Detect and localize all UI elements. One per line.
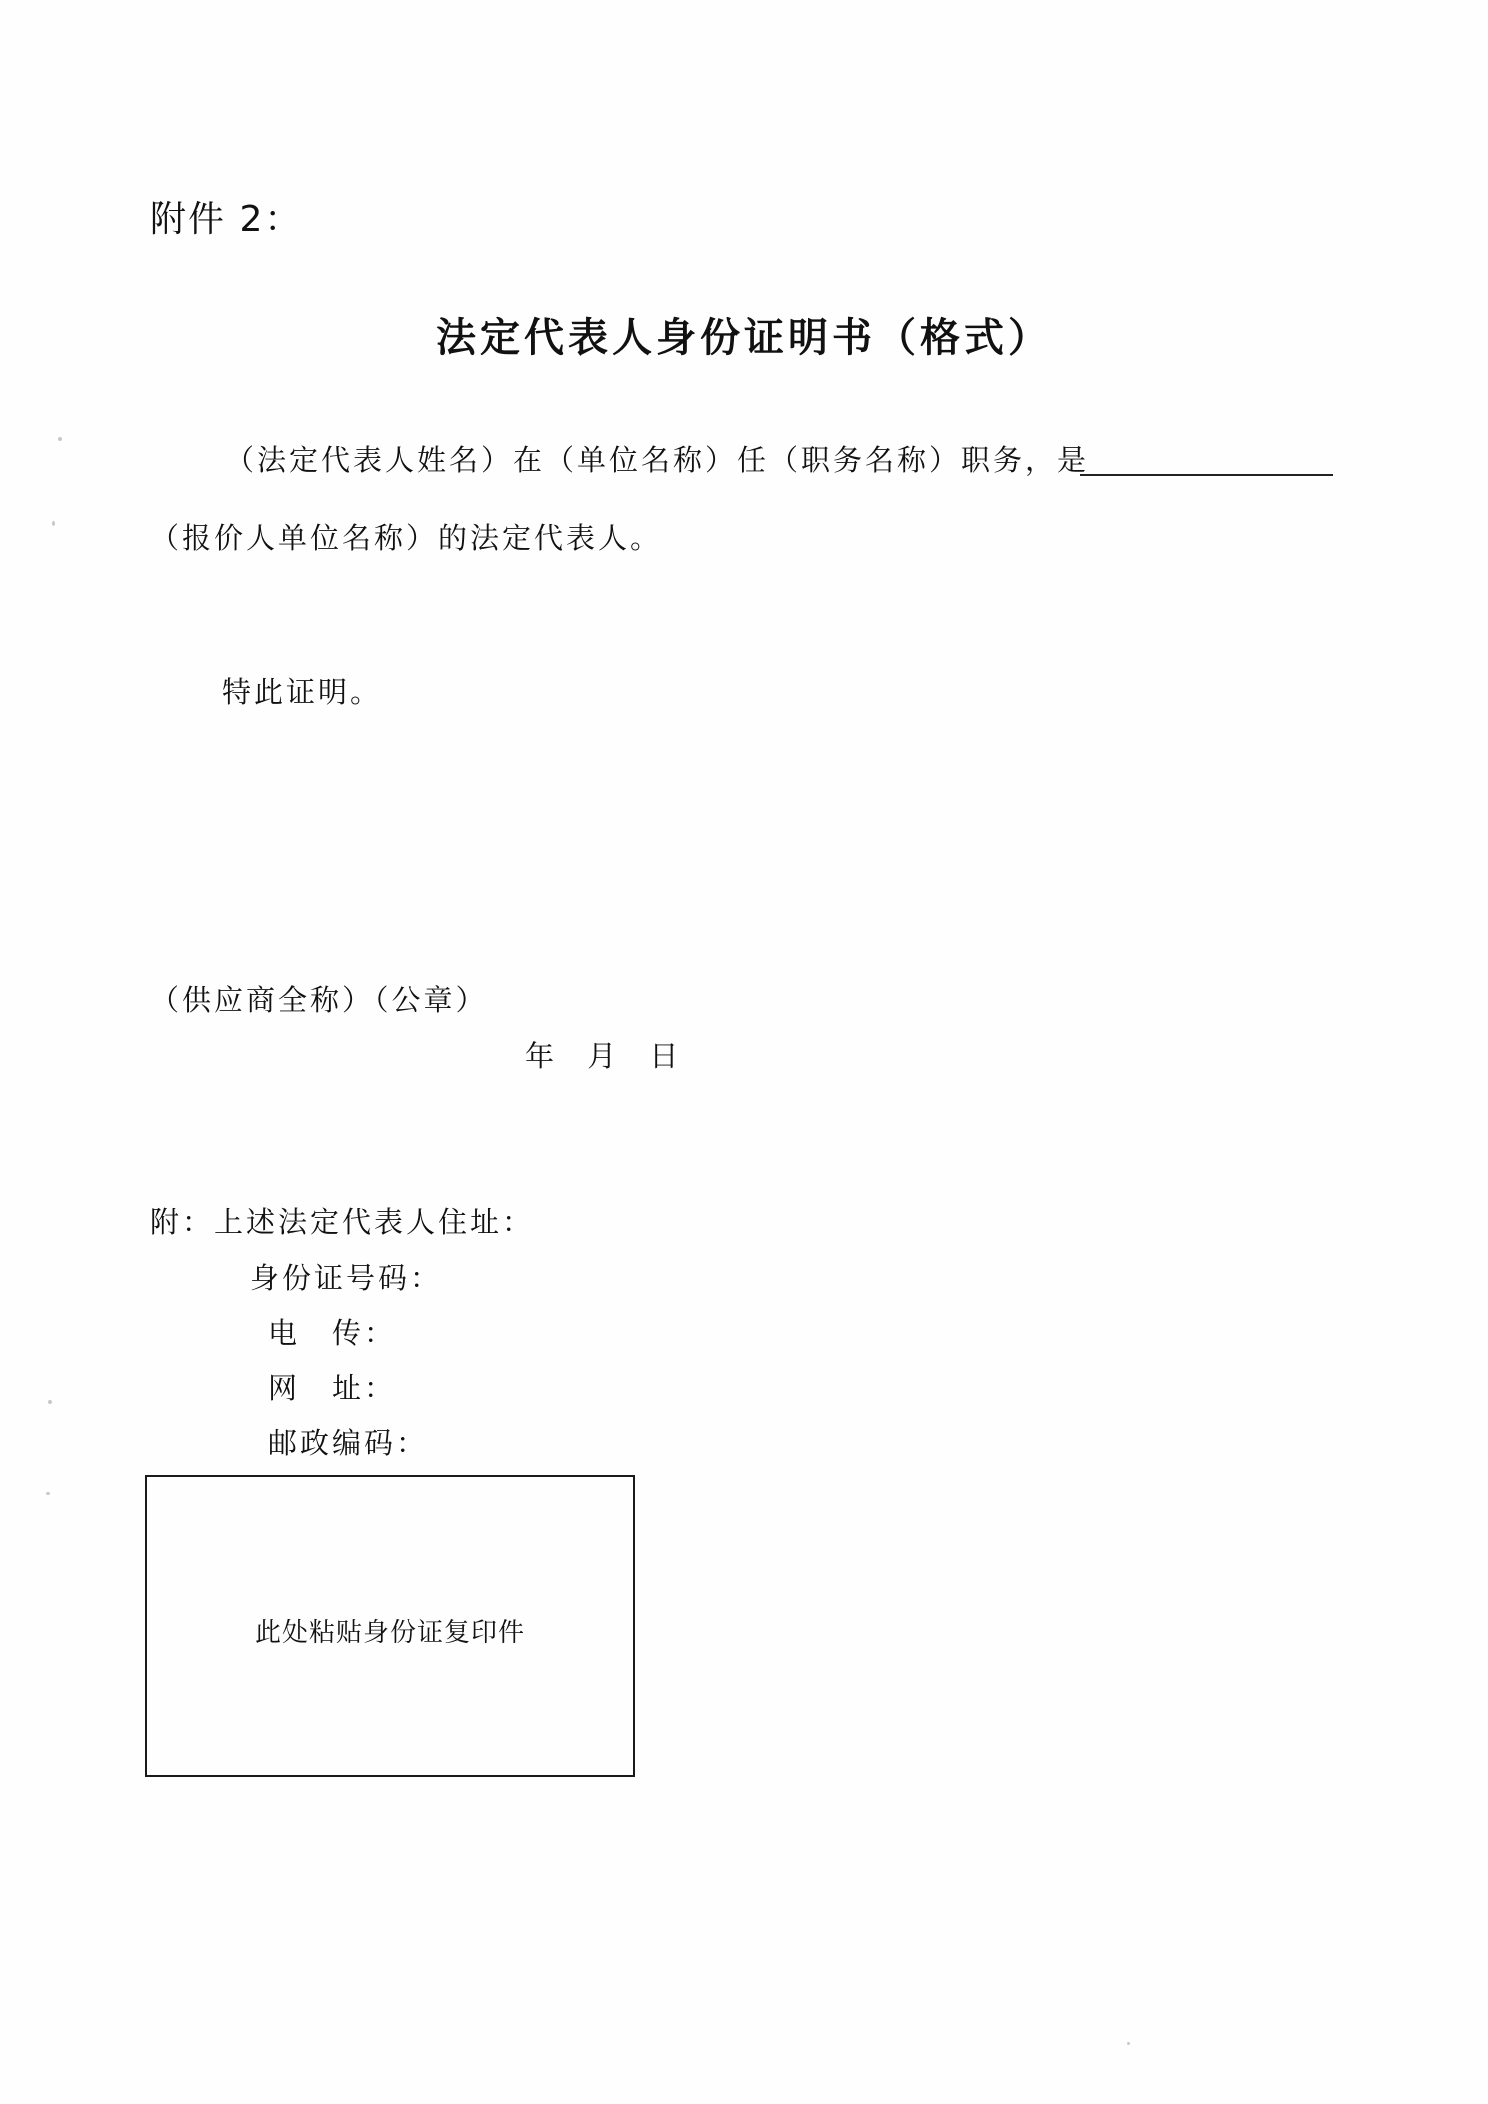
scan-speck [48, 1400, 52, 1404]
attachment-label: 附件 2： [150, 199, 303, 240]
fax-field-label: 电 传： [268, 1316, 397, 1350]
body-paragraph-line-2: （报价人单位名称）的法定代表人。 [150, 521, 663, 555]
certification-statement: 特此证明。 [222, 675, 383, 709]
supplier-seal-line: （供应商全称）（公章） [150, 983, 488, 1017]
scan-speck [1127, 2042, 1130, 2045]
body-paragraph-line-1: （法定代表人姓名）在（单位名称）任（职务名称）职务，是 [225, 443, 1090, 477]
scan-speck [52, 521, 55, 526]
annex-address-heading: 附：上述法定代表人住址： [150, 1205, 535, 1239]
scan-speck [58, 437, 62, 441]
id-number-field-label: 身份证号码： [250, 1261, 443, 1295]
scan-speck [46, 1492, 50, 1495]
date-line: 年 月 日 [525, 1039, 681, 1073]
postcode-field-label: 邮政编码： [268, 1426, 429, 1460]
document-title: 法定代表人身份证明书（格式） [436, 315, 1052, 361]
id-copy-paste-box [145, 1475, 635, 1777]
id-copy-paste-instruction: 此处粘贴身份证复印件 [254, 1618, 525, 1648]
fill-in-blank-line [1080, 474, 1333, 476]
website-field-label: 网 址： [268, 1371, 397, 1405]
